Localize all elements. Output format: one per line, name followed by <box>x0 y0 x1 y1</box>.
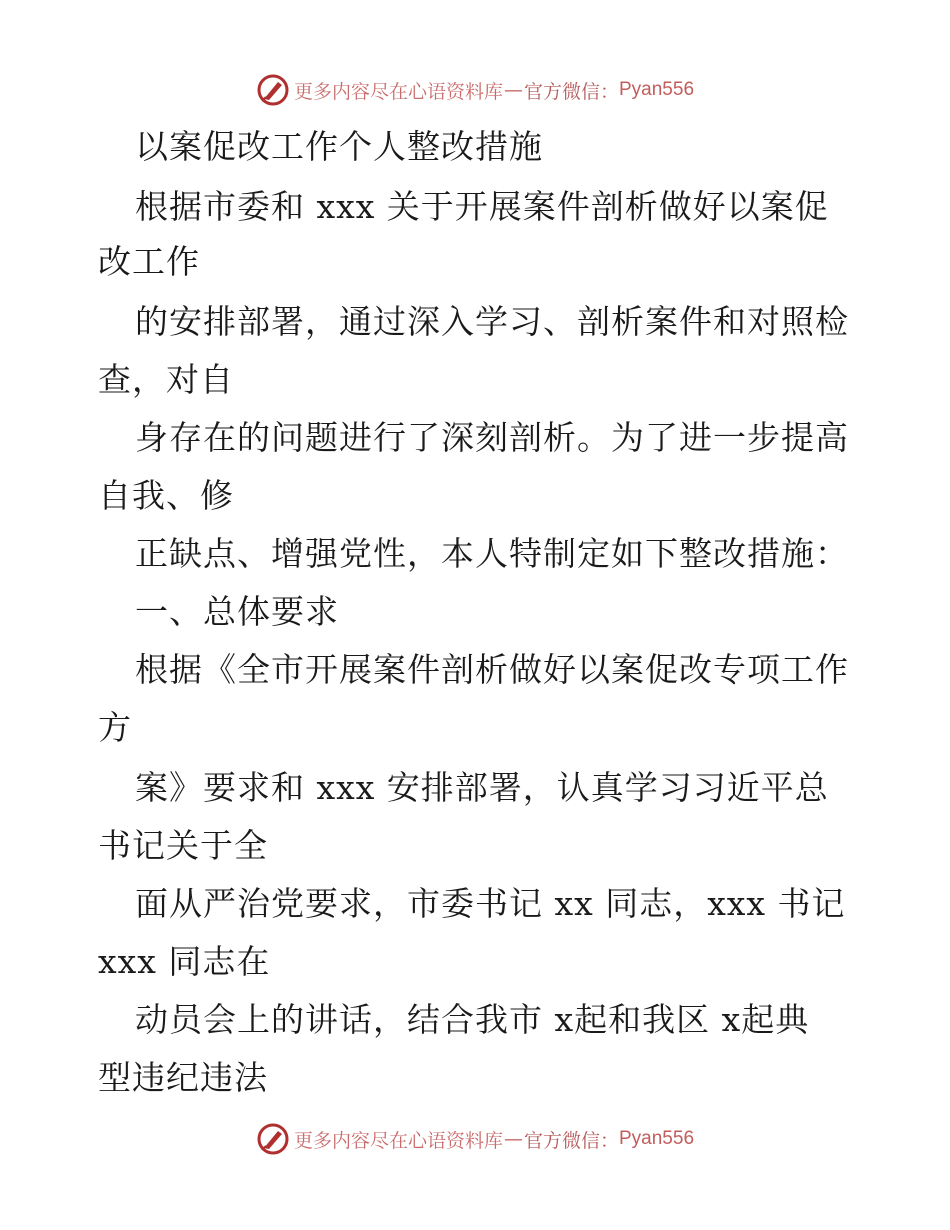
quill-logo-icon <box>256 1122 290 1156</box>
watermark-title: 更多内容尽在心语资料库 <box>293 1129 503 1152</box>
paragraph-line: 根据《全市开展案件剖析做好以案促改专项工作 <box>135 650 849 689</box>
watermark-wechat-label: 官方微信： <box>523 1129 619 1152</box>
watermark-dash: — <box>503 1128 523 1150</box>
watermark-wechat-label: 官方微信： <box>523 80 619 103</box>
watermark-wechat-id: Pyan556 <box>619 1128 695 1149</box>
paragraph-line: 面从严治党要求，市委书记 xx 同志，xxx 书记 <box>135 884 846 923</box>
watermark-title: 更多内容尽在心语资料库 <box>293 80 503 103</box>
paragraph-line: 书记关于全 <box>98 826 268 865</box>
paragraph-line: 自我、修 <box>98 476 234 515</box>
section-heading: 一、总体要求 <box>135 592 339 631</box>
paragraph-line: 身存在的问题进行了深刻剖析。为了进一步提高 <box>135 418 849 457</box>
paragraph-line: 动员会上的讲话，结合我市 x起和我区 x起典 <box>135 1000 810 1039</box>
paragraph-line: 的安排部署，通过深入学习、剖析案件和对照检 <box>135 302 849 341</box>
watermark-wechat-id: Pyan556 <box>619 79 695 100</box>
paragraph-line: 正缺点、增强党性，本人特制定如下整改措施： <box>135 534 849 573</box>
paragraph-line: 改工作 <box>98 242 200 281</box>
document-title: 以案促改工作个人整改措施 <box>135 127 543 166</box>
paragraph-line: xxx 同志在 <box>98 942 271 981</box>
watermark-dash: — <box>503 79 523 101</box>
paragraph-line: 根据市委和 xxx 关于开展案件剖析做好以案促 <box>135 187 829 226</box>
paragraph-line: 方 <box>98 708 132 747</box>
paragraph-line: 型违纪违法 <box>98 1058 268 1097</box>
paragraph-line: 查，对自 <box>98 360 234 399</box>
footer-watermark <box>0 1119 950 1159</box>
paragraph-line: 案》要求和 xxx 安排部署，认真学习习近平总 <box>135 768 829 807</box>
